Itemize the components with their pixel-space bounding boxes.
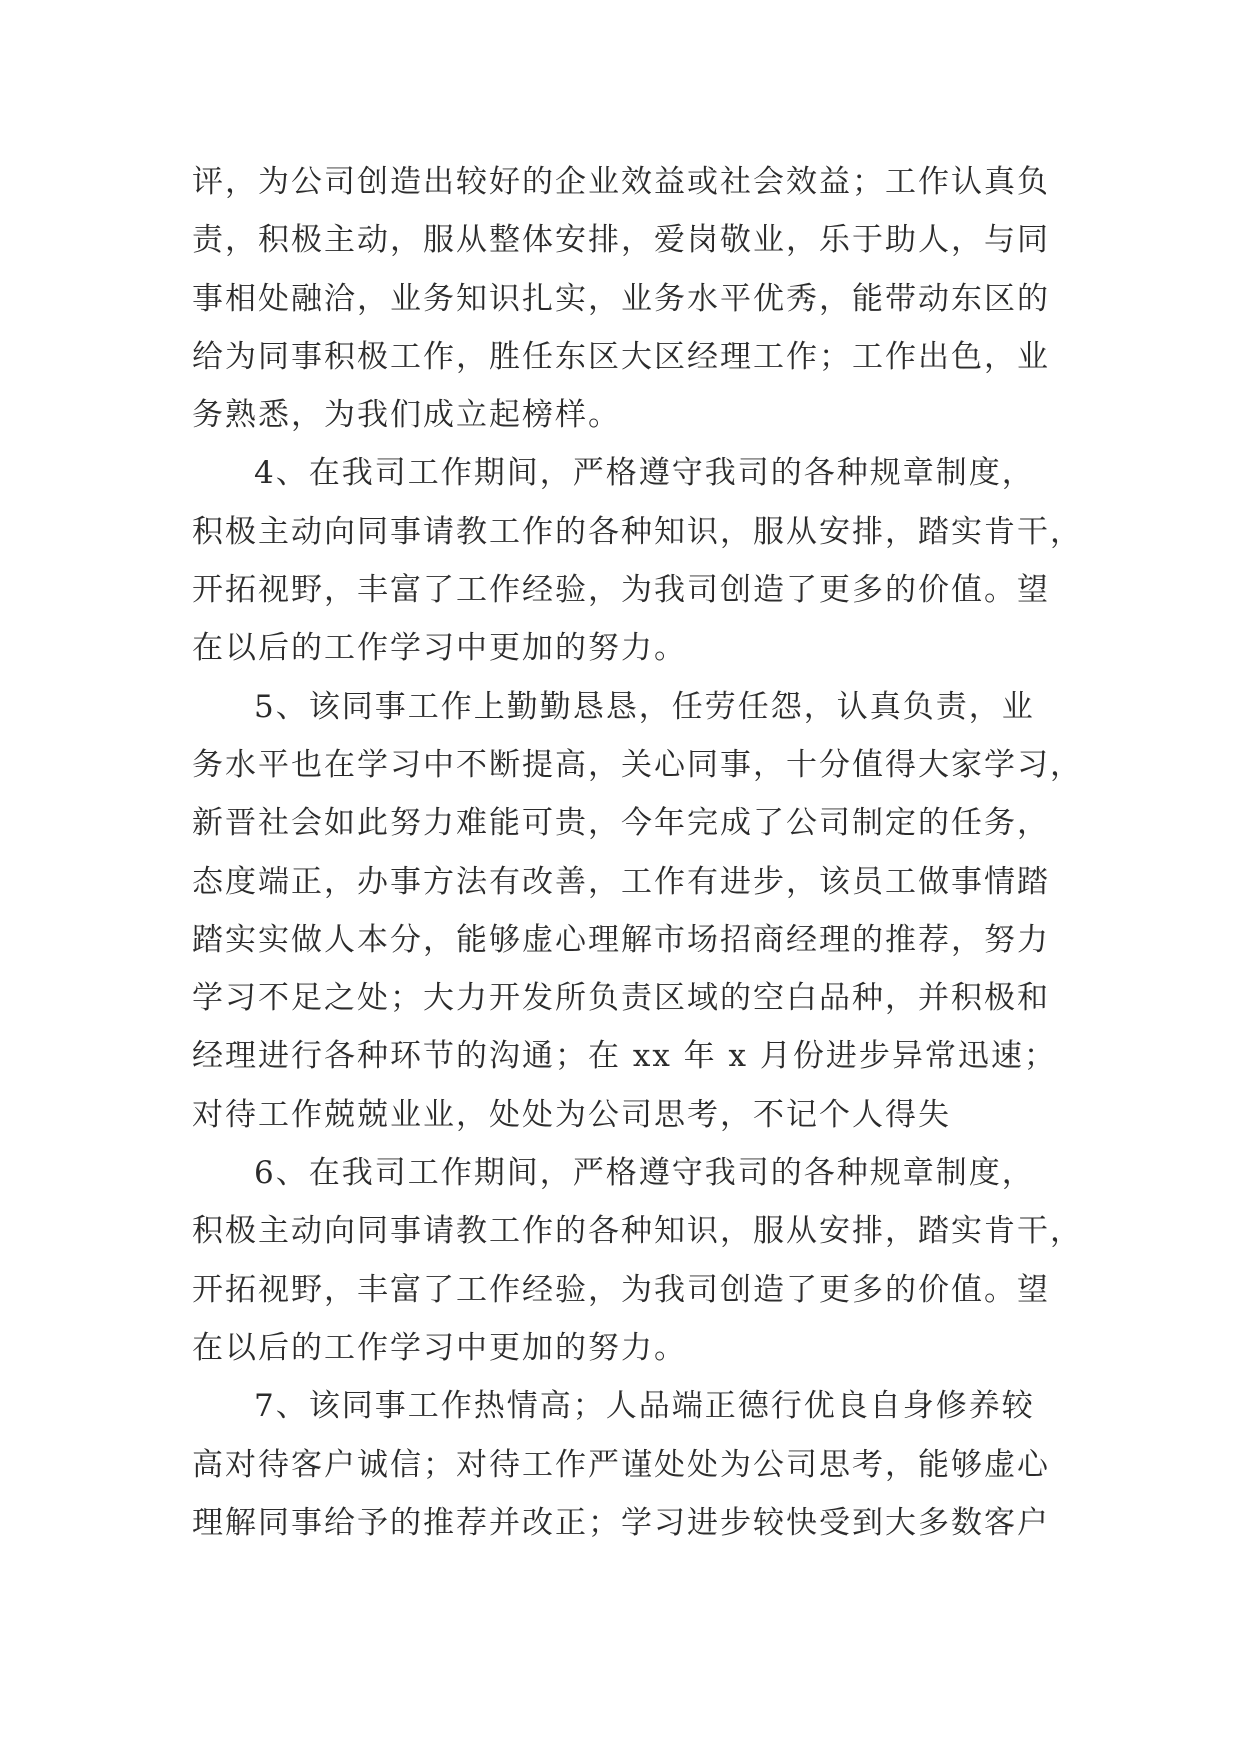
text-line: 态度端正，办事方法有改善，工作有进步，该员工做事情踏 xyxy=(192,863,1050,900)
text-line: 在以后的工作学习中更加的努力。 xyxy=(192,630,687,667)
text-line: 务熟悉，为我们成立起榜样。 xyxy=(192,397,621,434)
paragraph-first-line: 7、该同事工作热情高；人品端正德行优良自身修养较 xyxy=(254,1388,1035,1425)
text-line: 经理进行各种环节的沟通；在 xx 年 x 月份进步异常迅速； xyxy=(192,1038,1057,1075)
text-line: 积极主动向同事请教工作的各种知识，服从安排，踏实肯干， xyxy=(192,513,1083,550)
text-line: 给为同事积极工作，胜任东区大区经理工作；工作出色，业 xyxy=(192,338,1050,375)
text-line: 务水平也在学习中不断提高，关心同事，十分值得大家学习， xyxy=(192,746,1083,783)
paragraph-first-line: 6、在我司工作期间，严格遵守我司的各种规章制度， xyxy=(254,1155,1035,1192)
text-line: 高对待客户诚信；对待工作严谨处处为公司思考，能够虚心 xyxy=(192,1446,1050,1483)
document-body xyxy=(192,153,1083,1552)
text-line: 责，积极主动，服从整体安排，爱岗敬业，乐于助人，与同 xyxy=(192,222,1050,259)
text-line: 新晋社会如此努力难能可贵，今年完成了公司制定的任务， xyxy=(192,805,1050,842)
text-line: 踏实实做人本分，能够虚心理解市场招商经理的推荐，努力 xyxy=(192,921,1050,958)
text-line: 开拓视野，丰富了工作经验，为我司创造了更多的价值。望 xyxy=(192,572,1050,609)
text-line: 理解同事给予的推荐并改正；学习进步较快受到大多数客户 xyxy=(192,1504,1050,1541)
text-line: 对待工作兢兢业业，处处为公司思考，不记个人得失 xyxy=(192,1096,951,1133)
text-line: 学习不足之处；大力开发所负责区域的空白品种，并积极和 xyxy=(192,980,1050,1017)
text-line: 积极主动向同事请教工作的各种知识，服从安排，踏实肯干， xyxy=(192,1213,1083,1250)
text-line: 事相处融洽，业务知识扎实，业务水平优秀，能带动东区的 xyxy=(192,280,1050,317)
text-line: 开拓视野，丰富了工作经验，为我司创造了更多的价值。望 xyxy=(192,1271,1050,1308)
paragraph-first-line: 4、在我司工作期间，严格遵守我司的各种规章制度， xyxy=(254,455,1035,492)
paragraph-first-line: 5、该同事工作上勤勤恳恳，任劳任怨，认真负责，业 xyxy=(254,688,1035,725)
text-line: 在以后的工作学习中更加的努力。 xyxy=(192,1329,687,1366)
text-line: 评，为公司创造出较好的企业效益或社会效益；工作认真负 xyxy=(192,164,1050,200)
